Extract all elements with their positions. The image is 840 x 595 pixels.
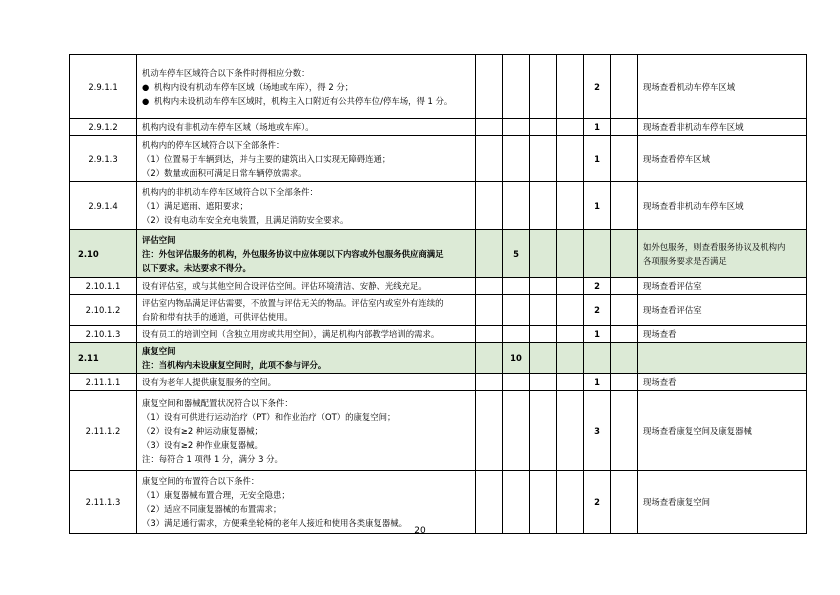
- blank-cell: [557, 230, 584, 278]
- description-line: 机构内设有非机动车停车区域（场地或车库）。: [142, 122, 314, 132]
- blank-cell: [557, 278, 584, 295]
- item-code: 2.9.1.2: [70, 119, 137, 136]
- item-code: 2.10.1.1: [70, 278, 137, 295]
- blank-cell: [611, 278, 638, 295]
- evaluation-method: 现场查看评估室: [638, 295, 807, 326]
- blank-cell: [476, 343, 503, 374]
- blank-cell: [530, 343, 557, 374]
- description-line: （1）位置易于车辆到达，并与主要的建筑出入口实现无障碍连通；: [142, 153, 391, 164]
- section-score: 10: [503, 343, 530, 374]
- evaluation-method: 现场查看: [638, 374, 807, 391]
- item-description: [137, 391, 476, 471]
- blank-cell: [476, 391, 503, 471]
- method-line: 如外包服务，则查看服务协议及机构内: [643, 241, 786, 252]
- item-code: 2.10.1.2: [70, 295, 137, 326]
- blank-cell: [557, 295, 584, 326]
- item-description: [137, 230, 476, 278]
- section-score: [503, 278, 530, 295]
- evaluation-table: [69, 54, 807, 534]
- description-line: （2）设有≥2 种运动康复器械；: [142, 425, 263, 436]
- item-score: 1: [584, 119, 611, 136]
- blank-cell: [611, 55, 638, 119]
- item-description: [137, 326, 476, 343]
- bullet-dot: ●: [142, 95, 150, 106]
- blank-cell: [476, 55, 503, 119]
- method-line: 各项服务要求是否满足: [643, 255, 727, 266]
- blank-cell: [557, 326, 584, 343]
- blank-cell: [557, 119, 584, 136]
- description-line: （3）设有≥2 种作业康复器械。: [142, 439, 263, 450]
- table-row: [70, 278, 807, 295]
- description-line: 注：当机构内未设康复空间时，此项不参与评分。: [142, 360, 327, 370]
- evaluation-method: 现场查看非机动车停车区域: [638, 119, 807, 136]
- item-description: [137, 471, 476, 534]
- blank-cell: [611, 295, 638, 326]
- item-code: 2.10.1.3: [70, 326, 137, 343]
- blank-cell: [557, 182, 584, 230]
- table-row: [70, 391, 807, 471]
- blank-cell: [530, 230, 557, 278]
- section-score: [503, 55, 530, 119]
- section-score: [503, 295, 530, 326]
- description-line: 设有员工的培训空间（含独立用房或共用空间），满足机构内部教学培训的需求。: [142, 329, 440, 339]
- blank-cell: [611, 136, 638, 182]
- description-line: 康复空间和器械配置状况符合以下条件：: [142, 397, 293, 408]
- blank-cell: [611, 374, 638, 391]
- table-row: [70, 136, 807, 182]
- blank-cell: [530, 295, 557, 326]
- item-code: 2.11.1.3: [70, 471, 137, 534]
- evaluation-method: 现场查看: [638, 326, 807, 343]
- section-row: [70, 230, 807, 278]
- section-row: [70, 343, 807, 374]
- blank-cell: [530, 391, 557, 471]
- section-score: [503, 374, 530, 391]
- section-score: [503, 326, 530, 343]
- table-row: [70, 374, 807, 391]
- item-description: [137, 55, 476, 119]
- item-score: [584, 230, 611, 278]
- item-code: 2.9.1.1: [70, 55, 137, 119]
- item-description: [137, 182, 476, 230]
- description-line: 机构内的非机动车停车区域符合以下全部条件：: [142, 186, 318, 197]
- item-description: [137, 278, 476, 295]
- blank-cell: [611, 119, 638, 136]
- item-code: 2.9.1.4: [70, 182, 137, 230]
- description-line: 机动车停车区域符合以下条件时得相应分数：: [142, 67, 310, 78]
- blank-cell: [611, 326, 638, 343]
- blank-cell: [476, 374, 503, 391]
- blank-cell: [530, 374, 557, 391]
- item-description: [137, 374, 476, 391]
- section-score: [503, 119, 530, 136]
- description-line: 注：外包评估服务的机构，外包服务协议中应体现以下内容或外包服务供应商满足: [142, 248, 444, 259]
- evaluation-method: 现场查看机动车停车区域: [638, 55, 807, 119]
- description-line: 康复空间的布置符合以下条件：: [142, 476, 260, 486]
- description-line: （1）满足遮雨、遮阳要求；: [142, 200, 248, 211]
- item-code: 2.11: [70, 343, 137, 374]
- section-score: [503, 182, 530, 230]
- description-line: 设有为老年人提供康复服务的空间。: [142, 377, 276, 387]
- section-score: [503, 391, 530, 471]
- item-description: [137, 295, 476, 326]
- bullet-line: [142, 80, 470, 94]
- item-description: [137, 343, 476, 374]
- blank-cell: [476, 136, 503, 182]
- description-line: （1）康复器械布置合理，无安全隐患；: [142, 490, 290, 500]
- item-score: 1: [584, 182, 611, 230]
- item-score: [584, 343, 611, 374]
- blank-cell: [557, 136, 584, 182]
- section-score: [503, 136, 530, 182]
- description-line: 机构内的停车区域符合以下全部条件：: [142, 139, 285, 150]
- table-row: [70, 471, 807, 534]
- blank-cell: [530, 326, 557, 343]
- blank-cell: [557, 391, 584, 471]
- item-description: [137, 119, 476, 136]
- blank-cell: [557, 55, 584, 119]
- section-score: 5: [503, 230, 530, 278]
- blank-cell: [611, 471, 638, 534]
- evaluation-method: 现场查看评估室: [638, 278, 807, 295]
- item-code: 2.11.1.2: [70, 391, 137, 471]
- evaluation-method: 现场查看停车区域: [638, 136, 807, 182]
- description-line: （2）设有电动车安全充电装置，且满足消防安全要求。: [142, 214, 349, 225]
- blank-cell: [476, 471, 503, 534]
- blank-cell: [476, 278, 503, 295]
- blank-cell: [530, 471, 557, 534]
- blank-cell: [476, 326, 503, 343]
- item-score: 3: [584, 391, 611, 471]
- blank-cell: [611, 391, 638, 471]
- evaluation-method: 现场查看康复空间: [638, 471, 807, 534]
- blank-cell: [476, 295, 503, 326]
- blank-cell: [557, 471, 584, 534]
- bullet-line: [142, 94, 470, 108]
- blank-cell: [530, 136, 557, 182]
- table-row: [70, 55, 807, 119]
- evaluation-method: 现场查看康复空间及康复器械: [638, 391, 807, 471]
- blank-cell: [611, 230, 638, 278]
- section-title: 康复空间: [142, 346, 176, 356]
- section-title: 评估空间: [142, 234, 176, 245]
- table-row: [70, 326, 807, 343]
- blank-cell: [476, 182, 503, 230]
- description-line: 台阶和带有扶手的通道，可供评估使用。: [142, 312, 293, 322]
- description-line: （2）适应不同康复器械的布置需求；: [142, 504, 282, 514]
- bullet-text: 机构内设有机动车停车区域（场地或车库），得 2 分；: [154, 81, 354, 92]
- blank-cell: [530, 278, 557, 295]
- description-line: 注：每符合 1 项得 1 分，满分 3 分。: [142, 453, 283, 464]
- table-row: [70, 295, 807, 326]
- description-line: 以下要求。未达要求不得分。: [142, 262, 251, 273]
- blank-cell: [611, 182, 638, 230]
- item-code: 2.9.1.3: [70, 136, 137, 182]
- blank-cell: [530, 182, 557, 230]
- blank-cell: [557, 343, 584, 374]
- evaluation-method: 现场查看非机动车停车区域: [638, 182, 807, 230]
- description-line: （1）设有可供进行运动治疗（PT）和作业治疗（OT）的康复空间；: [142, 411, 396, 422]
- blank-cell: [530, 55, 557, 119]
- blank-cell: [476, 230, 503, 278]
- item-score: 2: [584, 55, 611, 119]
- description-line: （2）数量或面积可满足日常车辆停放需求。: [142, 167, 307, 178]
- item-description: [137, 136, 476, 182]
- blank-cell: [530, 119, 557, 136]
- evaluation-method: [638, 230, 807, 278]
- page-number: 20: [414, 526, 426, 536]
- item-code: 2.10: [70, 230, 137, 278]
- item-score: 1: [584, 136, 611, 182]
- item-code: 2.11.1.1: [70, 374, 137, 391]
- item-score: 1: [584, 326, 611, 343]
- table-row: [70, 119, 807, 136]
- bullet-text: 机构内未设机动车停车区域时，机构主入口附近有公共停车位/停车场，得 1 分。: [154, 95, 453, 106]
- item-score: 2: [584, 471, 611, 534]
- table-row: [70, 182, 807, 230]
- evaluation-method: [638, 343, 807, 374]
- description-line: （3）满足通行需求，方便乘坐轮椅的老年人接近和使用各类康复器械。: [142, 518, 407, 528]
- item-score: 2: [584, 295, 611, 326]
- item-score: 1: [584, 374, 611, 391]
- item-score: 2: [584, 278, 611, 295]
- section-score: [503, 471, 530, 534]
- blank-cell: [476, 119, 503, 136]
- blank-cell: [611, 343, 638, 374]
- description-line: 设有评估室，或与其他空间合设评估空间。评估环境清洁、安静、光线充足。: [142, 281, 427, 291]
- bullet-dot: ●: [142, 81, 150, 92]
- description-line: 评估室内物品满足评估需要，不放置与评估无关的物品。评估室内或室外有连续的: [142, 298, 444, 308]
- blank-cell: [557, 374, 584, 391]
